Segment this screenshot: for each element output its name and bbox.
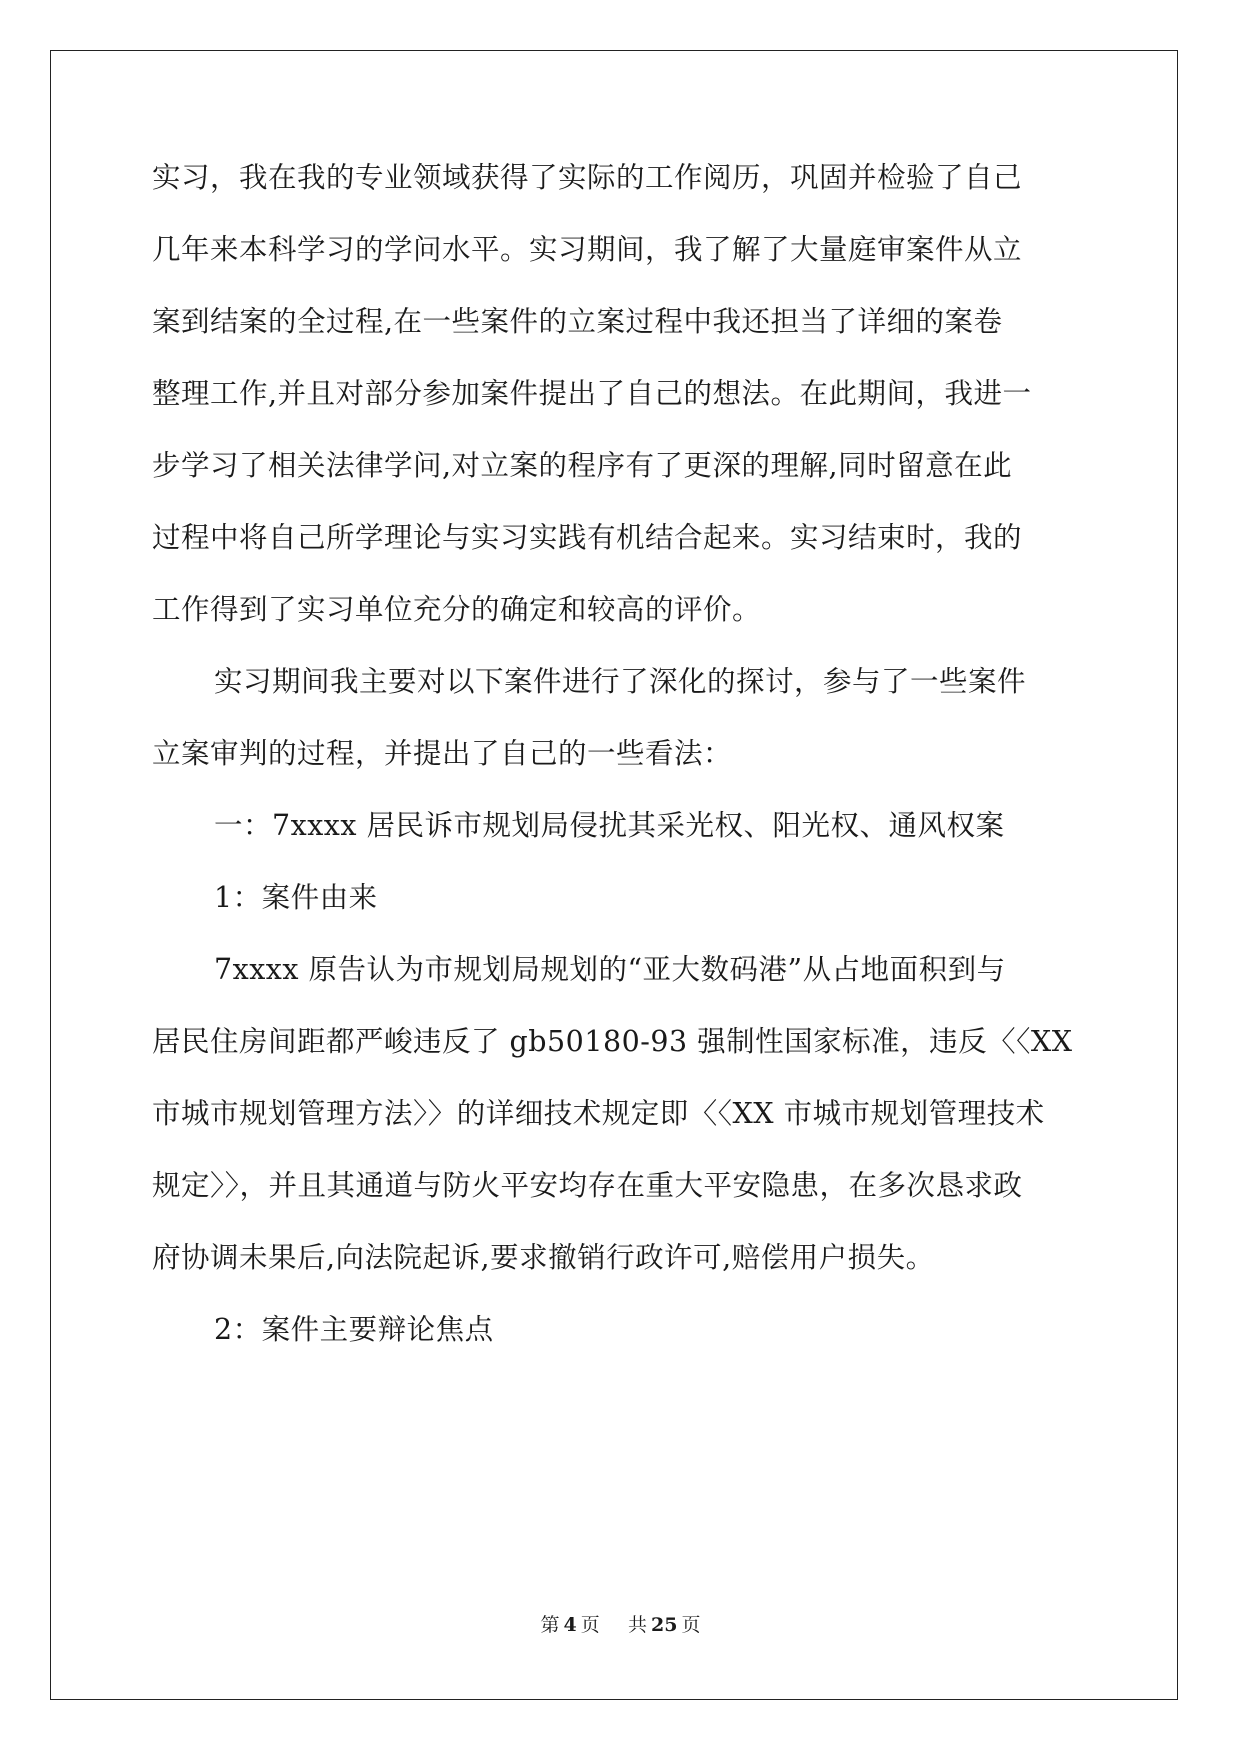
text-line: 案到结案的全过程,在一些案件的立案过程中我还担当了详细的案卷 (152, 305, 1003, 338)
text-line: 实习，我在我的专业领域获得了实际的工作阅历，巩固并检验了自己 (152, 161, 1023, 194)
subsection-heading: 1：案件由来 (214, 881, 378, 914)
footer-prefix: 第 (540, 1614, 560, 1636)
page-frame (50, 50, 1178, 1700)
total-pages: 25 (650, 1614, 678, 1636)
page-footer (0, 1610, 1241, 1637)
text-line: 几年来本科学习的学问水平。实习期间，我了解了大量庭审案件从立 (152, 233, 1023, 266)
text-line: 整理工作,并且对部分参加案件提出了自己的想法。在此期间，我进一 (152, 377, 1032, 410)
footer-total-prefix: 共 (627, 1614, 647, 1636)
subsection-heading: 2：案件主要辩论焦点 (214, 1313, 494, 1346)
text-line: 市城市规划管理方法〉〉的详细技术规定即〈〈XX 市城市规划管理技术 (152, 1097, 1045, 1130)
section-heading: 一：7xxxx 居民诉市规划局侵扰其采光权、阳光权、通风权案 (214, 809, 1005, 842)
footer-total-suffix: 页 (681, 1614, 701, 1636)
text-line: 7xxxx 原告认为市规划局规划的“亚大数码港”从占地面积到与 (214, 953, 1006, 986)
text-line: 立案审判的过程，并提出了自己的一些看法： (152, 737, 733, 770)
text-line: 实习期间我主要对以下案件进行了深化的探讨，参与了一些案件 (214, 665, 1027, 698)
page-number: 4 (563, 1614, 577, 1636)
text-line: 步学习了相关法律学问,对立案的程序有了更深的理解,同时留意在此 (152, 449, 1013, 482)
text-line: 府协调未果后,向法院起诉,要求撤销行政许可,赔偿用户损失。 (152, 1241, 935, 1274)
text-line: 过程中将自己所学理论与实习实践有机结合起来。实习结束时，我的 (152, 521, 1023, 554)
text-line: 规定〉〉，并且其通道与防火平安均存在重大平安隐患，在多次恳求政 (152, 1169, 1023, 1202)
footer-page-suffix: 页 (580, 1614, 600, 1636)
text-line: 居民住房间距都严峻违反了 gb50180-93 强制性国家标准，违反〈〈XX (152, 1025, 1073, 1058)
text-line: 工作得到了实习单位充分的确定和较高的评价。 (152, 593, 762, 626)
